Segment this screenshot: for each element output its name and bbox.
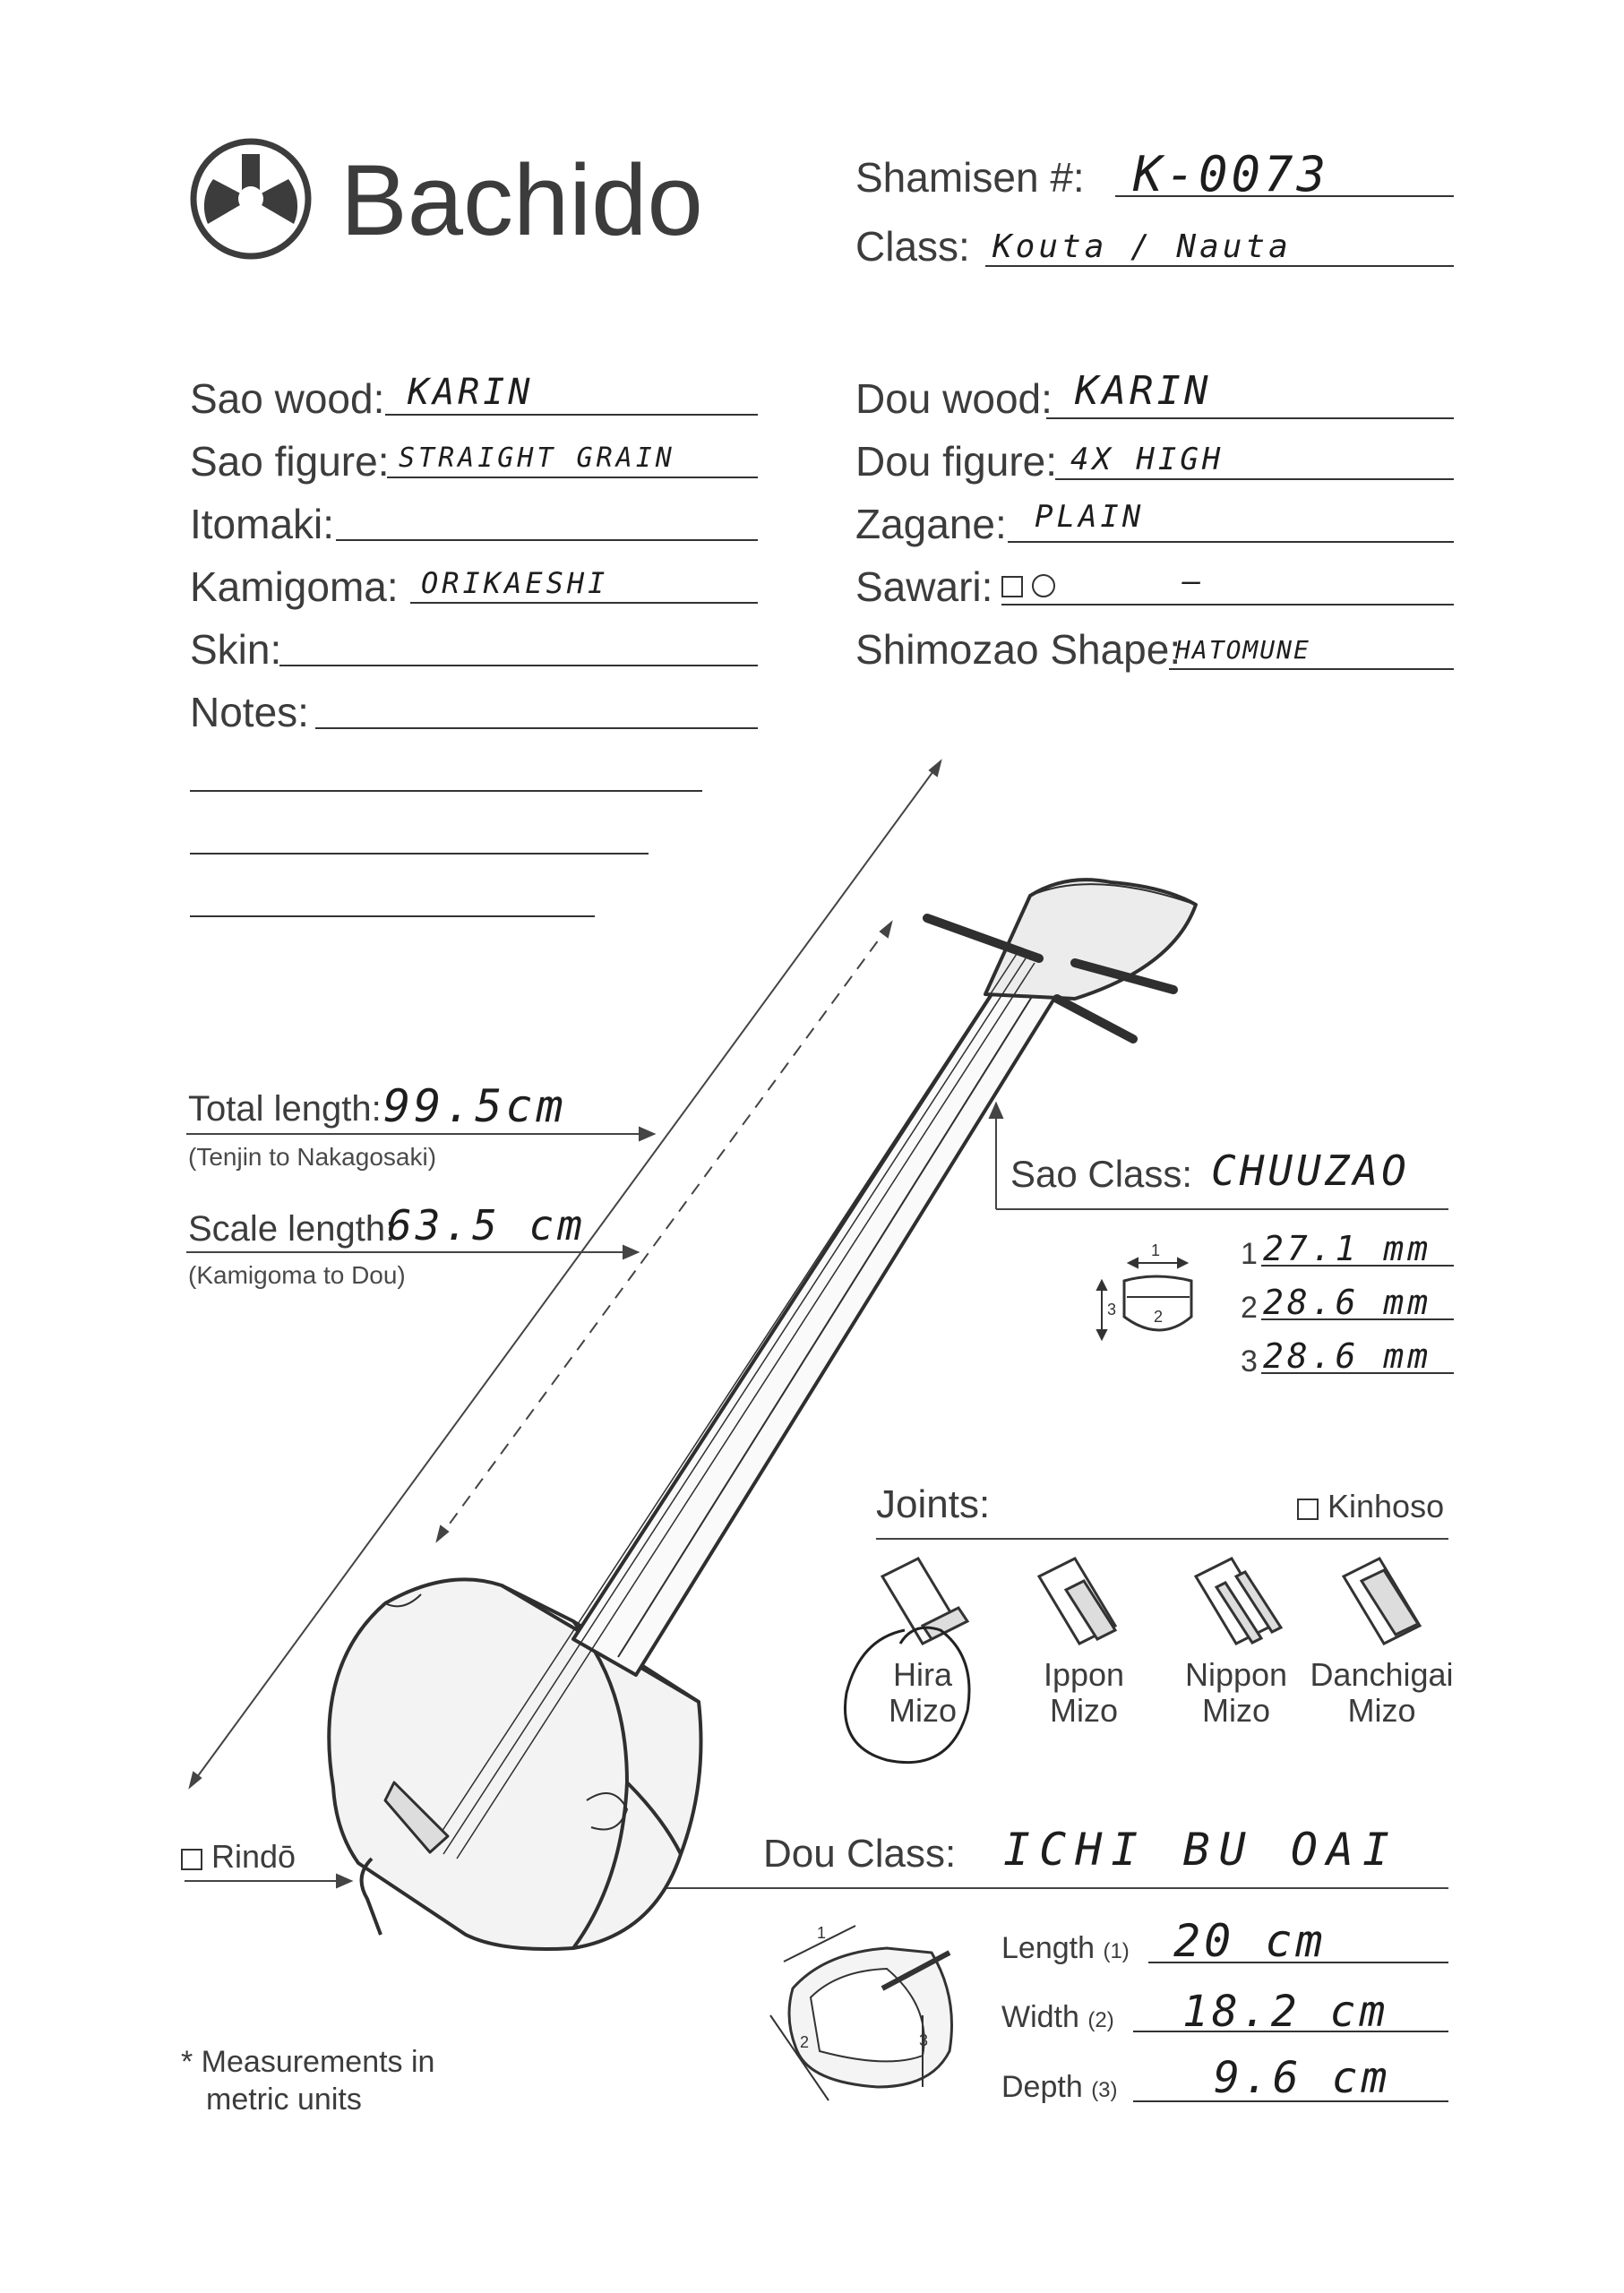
dou-depth-label: [1001, 2072, 1118, 2102]
notes-line-3: [190, 853, 649, 855]
dou-depth-value: 9.6 cm: [1214, 2053, 1391, 2103]
sao-figure-line: [387, 477, 758, 478]
sao-dim-3-num: 3: [1241, 1344, 1258, 1378]
rindo-option[interactable]: [181, 1838, 296, 1875]
rindo-label: Rindō: [211, 1838, 296, 1875]
dou-dim-2-marker: 2: [800, 2033, 810, 2051]
dou-figure-label: Dou figure:: [855, 438, 1058, 485]
sawari-value: —: [1182, 563, 1205, 599]
sao-dim-1-marker: 1: [1151, 1241, 1161, 1259]
sao-wood-label: Sao wood:: [190, 375, 385, 422]
sawari-square-checkbox[interactable]: [1001, 576, 1023, 597]
dou-cross-section-diagram: [770, 1926, 952, 2100]
sao-dim-1-num: 1: [1241, 1237, 1258, 1271]
sao-dim-1-value: 27.1 mm: [1263, 1229, 1432, 1268]
footnote-line-2: metric units: [206, 2083, 362, 2117]
joint-nippon-mizo-label: [1164, 1657, 1308, 1728]
shamisen-illustration: [329, 880, 1196, 1949]
kamigoma-value: ORIKAESHI: [421, 566, 609, 600]
kamigoma-label: Kamigoma:: [190, 563, 399, 610]
total-length-label: Total length:: [188, 1089, 382, 1129]
joint-nippon-mizo-icon: [1196, 1559, 1281, 1644]
dou-class-value: ICHI BU OAI: [1003, 1824, 1399, 1876]
sao-class-label: Sao Class:: [1010, 1153, 1193, 1195]
itomaki-label: Itomaki:: [190, 501, 335, 547]
kinhoso-option[interactable]: [1297, 1490, 1444, 1523]
rindo-checkbox[interactable]: [181, 1849, 202, 1870]
zagane-value: PLAIN: [1035, 499, 1145, 535]
sao-cross-section-diagram: [1097, 1258, 1191, 1339]
scale-length-value: 63.5 cm: [387, 1201, 586, 1250]
dou-depth-text: Depth: [1001, 2070, 1083, 2104]
shimozao-shape-value: HATOMUNE: [1175, 635, 1310, 665]
notes-line-1: [315, 727, 758, 729]
dou-width-text: Width: [1001, 2000, 1079, 2034]
dou-wood-line: [1046, 417, 1454, 419]
dou-depth-number: (3): [1091, 2078, 1118, 2102]
sao-dim-2-num: 2: [1241, 1291, 1258, 1325]
joint-nippon-mizo-line2: Mizo: [1201, 1691, 1270, 1729]
dou-width-label: [1001, 2002, 1114, 2032]
dou-dim-3-marker: 3: [919, 2031, 929, 2049]
sao-wood-value: KARIN: [408, 372, 534, 413]
joint-hira-mizo-label: [869, 1657, 976, 1728]
scale-length-label: Scale length:: [188, 1209, 396, 1249]
joint-hira-mizo-line2: Mizo: [888, 1691, 957, 1729]
dou-figure-value: 4X HIGH: [1070, 442, 1224, 477]
class-line: [985, 265, 1454, 267]
joint-ippon-mizo-icon: [1039, 1559, 1115, 1644]
joint-danchigai-mizo-line2: Mizo: [1347, 1691, 1416, 1729]
sao-figure-label: Sao figure:: [190, 438, 390, 485]
class-label: Class:: [855, 223, 970, 270]
class-value: Kouta / Nauta: [992, 228, 1292, 265]
joint-hira-mizo-icon: [882, 1559, 967, 1644]
sawari-line: [1001, 604, 1454, 605]
dou-dim-1-marker: 1: [817, 1924, 827, 1942]
dou-wood-value: KARIN: [1075, 368, 1212, 414]
dou-width-value: 18.2 cm: [1182, 1987, 1389, 2037]
brand-name: Bachido: [340, 144, 703, 256]
footnote-line-1: * Measurements in: [181, 2045, 435, 2079]
skin-label: Skin:: [190, 626, 282, 673]
notes-line-4: [190, 915, 595, 917]
dou-wood-label: Dou wood:: [855, 375, 1053, 422]
dou-class-label: Dou Class:: [763, 1832, 957, 1876]
shamisen-number-value: K-0073: [1133, 146, 1330, 202]
kinhoso-checkbox[interactable]: [1297, 1499, 1319, 1520]
sao-dim-2-value: 28.6 mm: [1263, 1283, 1432, 1322]
joint-danchigai-mizo-line1: Danchigai: [1310, 1656, 1454, 1693]
scale-length-subtitle: (Kamigoma to Dou): [188, 1261, 406, 1289]
dou-length-label: [1001, 1933, 1130, 1963]
zagane-label: Zagane:: [855, 501, 1007, 547]
sao-wood-line: [385, 414, 758, 416]
dou-length-number: (1): [1103, 1939, 1130, 1963]
sawari-circle-option-icon[interactable]: [1032, 574, 1055, 597]
sao-dim-3-value: 28.6 mm: [1263, 1336, 1432, 1376]
itomaki-line: [336, 539, 758, 541]
sawari-options: [1001, 568, 1055, 600]
total-length-value: 99.5cm: [383, 1080, 567, 1132]
zagane-line: [1008, 541, 1454, 543]
joints-label: Joints:: [876, 1482, 991, 1526]
sao-class-value: CHUUZAO: [1211, 1146, 1410, 1195]
notes-label: Notes:: [190, 689, 309, 735]
dou-figure-line: [1055, 478, 1454, 480]
dou-length-value: 20 cm: [1173, 1915, 1327, 1967]
shimozao-shape-label: Shimozao Shape:: [855, 626, 1181, 673]
kinhoso-label: Kinhoso: [1328, 1488, 1445, 1524]
skin-line: [279, 665, 758, 666]
sao-dim-2-marker: 2: [1154, 1308, 1164, 1326]
sao-figure-value: STRAIGHT GRAIN: [399, 442, 675, 474]
dou-length-text: Length: [1001, 1931, 1095, 1965]
sawari-label: Sawari:: [855, 563, 993, 610]
joint-hira-mizo-line1: Hira: [892, 1656, 952, 1693]
joint-diagrams: [882, 1559, 1420, 1644]
joint-danchigai-mizo-icon: [1344, 1559, 1420, 1644]
joint-nippon-mizo-line1: Nippon: [1184, 1656, 1288, 1693]
dou-width-number: (2): [1087, 2008, 1114, 2032]
kamigoma-line: [410, 602, 758, 604]
joint-ippon-mizo-line1: Ippon: [1043, 1656, 1125, 1693]
joint-danchigai-mizo-label: [1303, 1657, 1460, 1728]
notes-line-2: [190, 790, 702, 792]
shamisen-number-label: Shamisen #:: [855, 154, 1085, 201]
sao-dim-3-marker: 3: [1107, 1301, 1117, 1318]
joint-ippon-mizo-line2: Mizo: [1049, 1691, 1118, 1729]
joint-ippon-mizo-label: [1021, 1657, 1147, 1728]
total-length-subtitle: (Tenjin to Nakagosaki): [188, 1143, 437, 1171]
shimozao-shape-line: [1169, 668, 1454, 670]
bachido-logo-icon: [193, 142, 308, 256]
